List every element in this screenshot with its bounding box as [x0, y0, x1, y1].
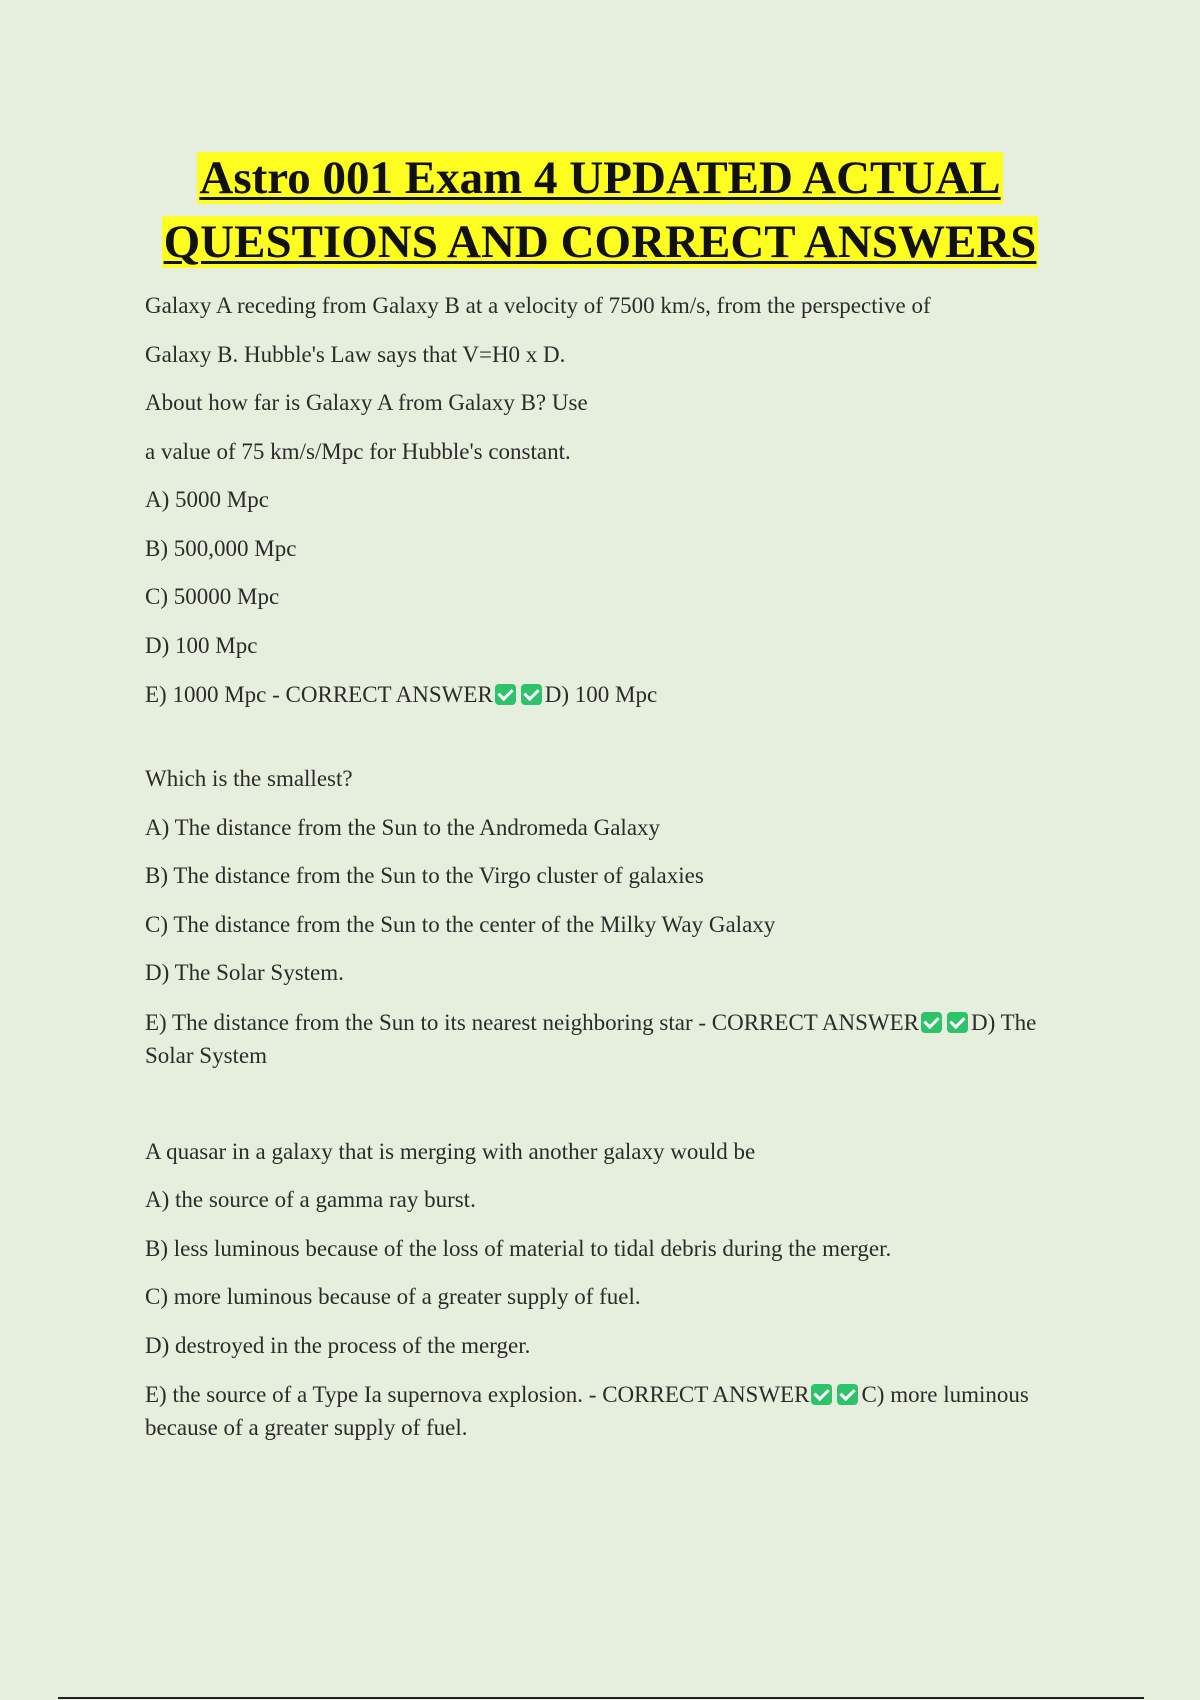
answer-option: C) The distance from the Sun to the center of the Milky Way Galaxy — [145, 911, 776, 937]
correct-answer-marker: - CORRECT ANSWER — [588, 1382, 810, 1407]
question-spacer — [145, 711, 1065, 761]
question-text-line: A quasar in a galaxy that is merging with another galaxy would be — [145, 1138, 756, 1164]
answer-option-with-correct-answer — [145, 1378, 1065, 1444]
answer-option: A) 5000 Mpc — [145, 487, 269, 512]
page-footer-rule — [58, 1697, 1144, 1699]
answer-option: D) 100 Mpc — [145, 632, 258, 658]
answer-option: B) The distance from the Sun to the Virgo cluster of galaxies — [145, 863, 704, 888]
question-text-line: Galaxy B. Hubble's Law says that V=H0 x D. — [145, 341, 566, 367]
answer-option: A) The distance from the Sun to the Andromeda Galaxy — [145, 814, 661, 840]
question-text-line: Galaxy A receding from Galaxy B at a velocity of 7500 km/s, from the perspective of — [145, 293, 931, 318]
answer-option-with-correct-answer — [145, 1006, 1065, 1072]
title-line-2: QUESTIONS AND CORRECT ANSWERS — [163, 216, 1037, 268]
correct-answer-text: C) more luminous because of a greater supply of fuel. — [145, 1382, 1029, 1440]
correct-answer-text: D) 100 Mpc — [544, 682, 658, 707]
correct-answer-marker: - CORRECT ANSWER — [272, 682, 493, 707]
check-mark-icon — [921, 1012, 942, 1033]
answer-option: D) destroyed in the process of the merger. — [145, 1332, 531, 1358]
question-list — [145, 288, 1065, 1444]
question-text-line: Which is the smallest? — [145, 766, 353, 791]
correct-answer-marker: - CORRECT ANSWER — [698, 1009, 920, 1035]
check-mark-icon — [947, 1012, 968, 1033]
answer-option: B) less luminous because of the loss of material to tidal debris during the merger. — [145, 1235, 892, 1261]
question-block — [145, 288, 1065, 711]
correct-answer-text: D) The Solar System — [145, 1009, 1037, 1068]
last-option-text: E) the source of a Type Ia supernova explosion. — [145, 1382, 584, 1407]
answer-option: A) the source of a gamma ray burst. — [145, 1187, 476, 1212]
answer-option: C) more luminous because of a greater supply of fuel. — [145, 1284, 641, 1309]
answer-option: C) 50000 Mpc — [145, 584, 280, 609]
answer-option: B) 500,000 Mpc — [145, 535, 297, 561]
check-mark-icon — [521, 684, 542, 705]
last-option-text: E) The distance from the Sun to its nearest neighboring star — [145, 1009, 693, 1035]
question-block — [145, 1134, 1065, 1445]
question-text-line: a value of 75 km/s/Mpc for Hubble's constant. — [145, 438, 571, 464]
question-spacer — [145, 1072, 1065, 1134]
question-text-line: About how far is Galaxy A from Galaxy B? Use — [145, 390, 588, 415]
document-title — [100, 146, 1100, 274]
answer-option-with-correct-answer — [145, 678, 1065, 711]
check-mark-icon — [811, 1384, 832, 1405]
question-block — [145, 761, 1065, 1072]
last-option-text: E) 1000 Mpc — [145, 682, 267, 707]
answer-option: D) The Solar System. — [145, 960, 344, 985]
check-mark-icon — [837, 1384, 858, 1405]
check-mark-icon — [495, 684, 516, 705]
title-line-1: Astro 001 Exam 4 UPDATED ACTUAL — [199, 152, 1001, 204]
